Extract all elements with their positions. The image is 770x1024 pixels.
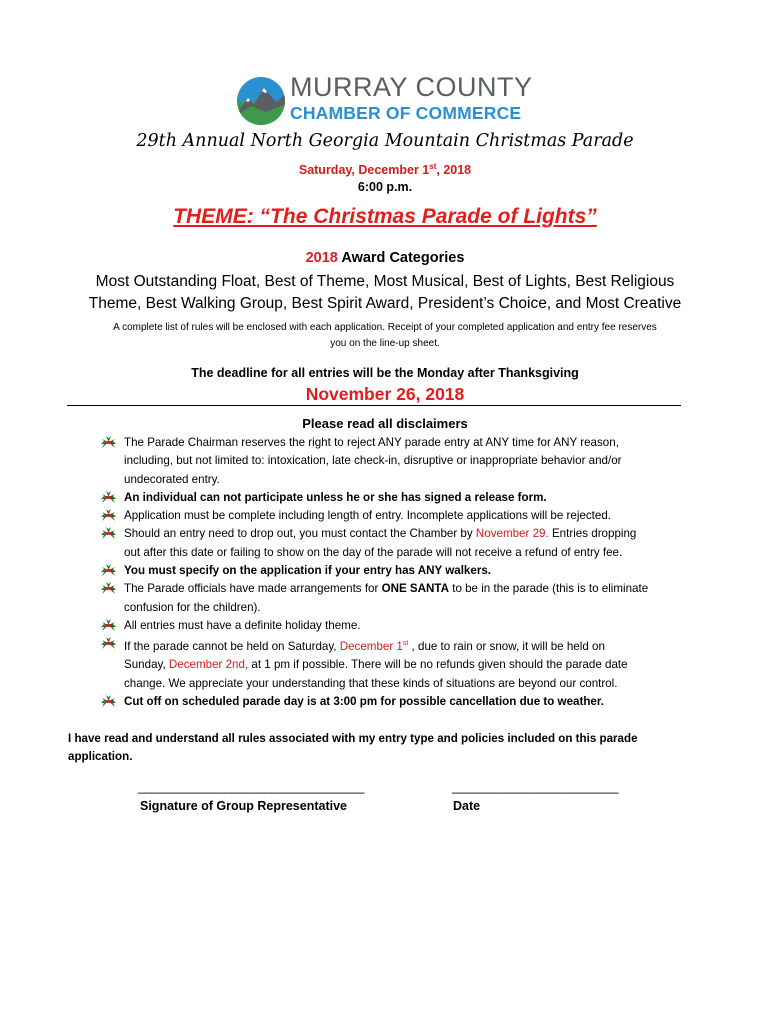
- disclaimers-heading: Please read all disclaimers: [302, 416, 468, 431]
- chamber-logo: [236, 74, 536, 128]
- list-item: The Parade officials have made arrangements for ONE SANTA to be in the parade (this is to eliminate confusion for the children).: [100, 580, 720, 617]
- date-label: Date: [453, 799, 481, 813]
- parade-theme: THEME: “The Christmas Parade of Lights”: [173, 205, 597, 228]
- logo-text-chamber: CHAMBER OF COMMERCE: [290, 103, 522, 123]
- list-item: An individual can not participate unless he or she has signed a release form.: [100, 489, 720, 507]
- list-item: Cut off on scheduled parade day is at 3:00 pm for possible cancellation due to weather.: [100, 693, 720, 711]
- disclaimers-list: [100, 434, 720, 711]
- rules-note: A complete list of rules will be enclosed with each application. Receipt of your completed application and entry fee reserves you on the line-up sheet.: [113, 322, 657, 349]
- divider: [67, 405, 681, 406]
- holly-icon: [100, 618, 117, 633]
- holly-icon: [100, 490, 117, 505]
- list-item: Application must be complete including length of entry. Incomplete applications will be rejected.: [100, 507, 720, 525]
- deadline-text: The deadline for all entries will be the Monday after Thanksgiving: [191, 366, 579, 380]
- mountain-logo-icon: [236, 76, 286, 126]
- holly-icon: [100, 563, 117, 578]
- acknowledgement-text: I have read and understand all rules associated with my entry type and policies included on this parade application.: [68, 732, 638, 763]
- list-item: You must specify on the application if your entry has ANY walkers.: [100, 562, 720, 580]
- date-line[interactable]: _________________________: [452, 780, 619, 794]
- parade-time: 6:00 p.m.: [357, 180, 413, 194]
- award-categories-list: Most Outstanding Float, Best of Theme, Most Musical, Best of Lights, Best Religious Theme, Best Walking Group, Best Spirit Award, President’s Choice, and Most Creative: [88, 273, 682, 312]
- list-item: All entries must have a definite holiday theme.: [100, 617, 720, 635]
- holly-icon: [100, 581, 117, 596]
- signature-line[interactable]: __________________________________: [138, 780, 365, 794]
- holly-icon: [100, 694, 117, 709]
- holly-icon: [100, 435, 117, 450]
- holly-icon: [100, 636, 117, 651]
- holly-icon: [100, 508, 117, 523]
- parade-date: Saturday, December 1st, 2018: [298, 162, 472, 178]
- list-item: If the parade cannot be held on Saturday, December 1st , due to rain or snow, it will be held on Sunday, December 2nd, at 1 pm if possible. There will be no refunds given should the parade date change. We appreciate your understanding that these kinds of situations are beyond our control.: [100, 635, 720, 693]
- logo-text-murray-county: MURRAY COUNTY: [290, 72, 533, 102]
- list-item: Should an entry need to drop out, you must contact the Chamber by November 29. Entries dropping out after this date or failing to show on the day of the parade will not receive a refund of entry fee.: [100, 525, 720, 562]
- signature-label: Signature of Group Representative: [140, 799, 347, 813]
- list-item: The Parade Chairman reserves the right to reject ANY parade entry at ANY time for ANY reason, including, but not limited to: intoxication, late check-in, disruptive or inappropriate behavior and/or undecorated entry.: [100, 434, 720, 489]
- holly-icon: [100, 526, 117, 541]
- parade-title: 29th Annual North Georgia Mountain Christmas Parade: [136, 131, 634, 151]
- award-categories-heading: 2018 Award Categories: [305, 250, 465, 266]
- deadline-date: November 26, 2018: [305, 384, 465, 404]
